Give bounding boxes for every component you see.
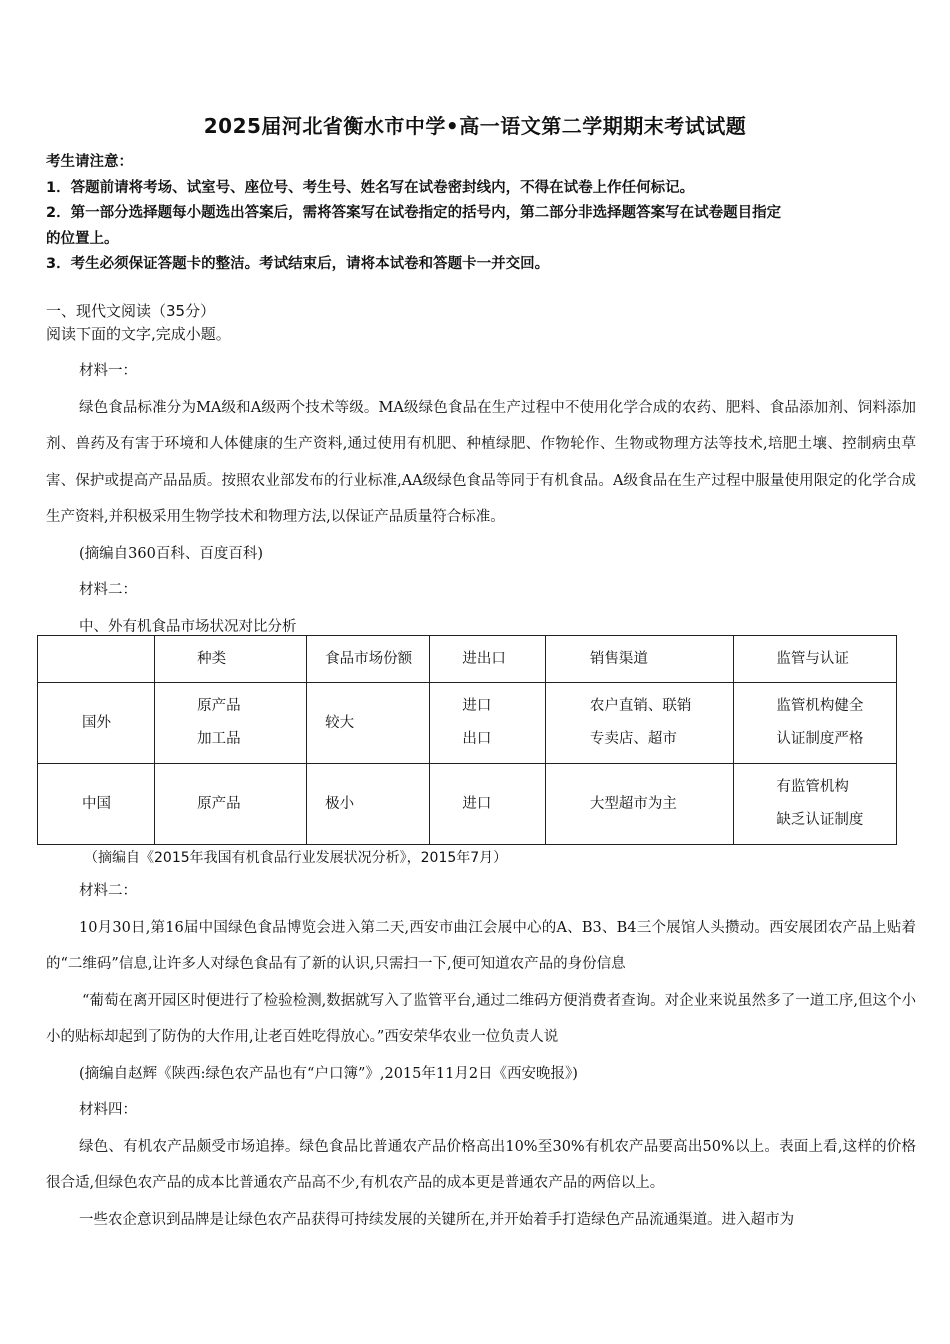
notice-heading: 考生请注意： [46, 154, 133, 170]
table-header-cell: 进出口 [430, 636, 546, 683]
table-cell: 农户直销、联销 专卖店、超市 [545, 683, 733, 764]
section-heading: 一、现代文阅读（35分） [46, 302, 216, 320]
table-cell: 极小 [307, 764, 430, 845]
table-cell: 有监管机构 缺乏认证制度 [734, 764, 897, 845]
material-one [46, 353, 916, 645]
table-header-cell: 食品市场份额 [307, 636, 430, 683]
table-header-cell: 监管与认证 [734, 636, 897, 683]
notice-item: 的位置上。 [46, 230, 119, 247]
table-cell: 监管机构健全 认证制度严格 [734, 683, 897, 764]
comparison-table [37, 635, 897, 845]
material-three-label: 材料二： [79, 883, 137, 899]
table-header-row [38, 636, 897, 683]
section-instruction: 阅读下面的文字,完成小题。 [46, 325, 231, 343]
notice-item: 3．考生必须保证答题卡的整洁。考试结束后，请将本试卷和答题卡一并交回。 [46, 256, 550, 272]
material-rest [46, 843, 916, 1238]
material-three-quote: “葡萄在离开园区时便进行了检验检测,数据就写入了监管平台,通过二维码方便消费者查询。对企业来说虽然多了一道工序,但这个小小的贴标却起到了防伪的大作用,让老百姓吃得放心。”西安荣华农业一位负责人说 [46, 992, 916, 1045]
table-cell: 较大 [307, 683, 430, 764]
material-three-source: (摘编自赵辉《陕西:绿色农产品也有“户口簿”》,2015年11月2日《西安晚报》) [79, 1065, 578, 1082]
section-heading-block [46, 300, 916, 346]
table-row [38, 683, 897, 764]
table-caption: 中、外有机食品市场状况对比分析 [79, 618, 297, 635]
table-row [38, 764, 897, 845]
material-one-source: (摘编自360百科、百度百科) [79, 545, 263, 562]
material-four-label: 材料四： [79, 1102, 137, 1118]
material-two-label: 材料二： [79, 582, 137, 598]
table-cell: 进口 [430, 764, 546, 845]
material-four-paragraph: 一些农企意识到品牌是让绿色农产品获得可持续发展的关键所在,并开始着手打造绿色产品流通渠道。进入超市为 [79, 1211, 795, 1228]
table-header-cell [38, 636, 155, 683]
table-cell: 原产品 [155, 764, 307, 845]
table-cell: 大型超市为主 [545, 764, 733, 845]
table-cell: 原产品 加工品 [155, 683, 307, 764]
exam-notice [46, 150, 906, 278]
material-three-paragraph: 10月30日,第16届中国绿色食品博览会进入第二天,西安市曲江会展中心的A、B3、B4三个展馆人头攒动。西安展团农产品上贴着的“二维码”信息,让许多人对绿色食品有了新的认识,只需扫一下,便可知道农产品的身份信息 [46, 919, 916, 972]
notice-item: 1．答题前请将考场、试室号、座位号、考生号、姓名写在试卷密封线内，不得在试卷上作任何标记。 [46, 179, 695, 196]
material-two-source: （摘编自《2015年我国有机食品行业发展状况分析》，2015年7月） [84, 850, 508, 866]
material-one-text: 绿色食品标准分为MA级和A级两个技术等级。MA级绿色食品在生产过程中不使用化学合成的农药、肥料、食品添加剂、饲料添加剂、兽药及有害于环境和人体健康的生产资料,通过使用有机肥、种植绿肥、作物轮作、生物或物理方法等技术,培肥土壤、控制病虫草害、保护或提高产品品质。按照农业部发布的行业标准,AA级绿色食品等同于有机食品。A级食品在生产过程中服量使用限定的化学合成生产资料,并积极采用生物学技术和物理方法,以保证产品质量符合标准。 [46, 399, 916, 525]
material-one-label: 材料一： [79, 363, 137, 379]
material-four-paragraph: 绿色、有机农产品颇受市场追捧。绿色食品比普通农产品价格高出10%至30%有机农产品要高出50%以上。表面上看,这样的价格很合适,但绿色农产品的成本比普通农产品高不少,有机农产品的成本更是普通农产品的两倍以上。 [46, 1138, 916, 1191]
table-header-cell: 销售渠道 [545, 636, 733, 683]
notice-item: 2．第一部分选择题每小题选出答案后，需将答案写在试卷指定的括号内，第二部分非选择题答案写在试卷题目指定 [46, 205, 782, 221]
table-cell: 国外 [38, 683, 155, 764]
table-cell: 中国 [38, 764, 155, 845]
table-cell: 进口 出口 [430, 683, 546, 764]
page-title: 2025届河北省衡水市中学•高一语文第二学期期末考试试题 [203, 114, 747, 138]
table-header-cell: 种类 [155, 636, 307, 683]
